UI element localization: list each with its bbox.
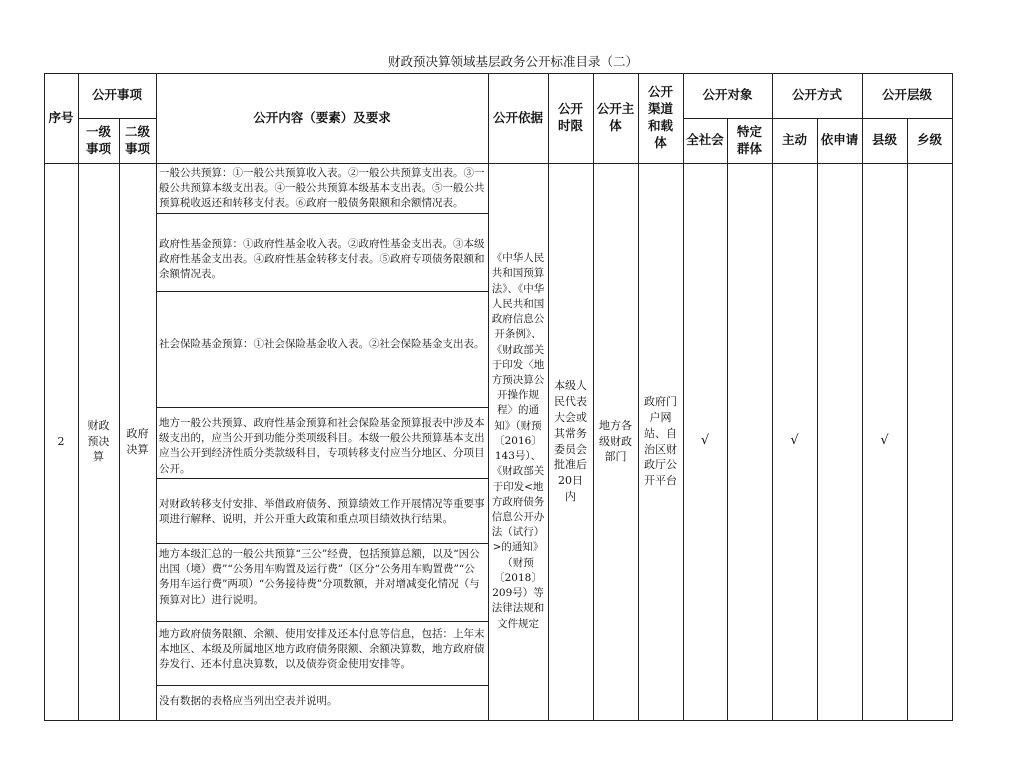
row-seq: 2	[57, 434, 65, 448]
check-on-request	[817, 163, 862, 720]
content-social-insurance-budget: 社会保险基金预算：①社会保险基金收入表。②社会保险基金支出表。	[159, 338, 485, 350]
header-time: 公开时限	[557, 101, 583, 133]
check-proactive: √	[790, 433, 799, 449]
row-subject: 地方各级财政部门	[599, 418, 632, 464]
header-level1: 一级事项	[85, 123, 111, 156]
row-level1: 财政预决算	[87, 418, 110, 464]
content-general-budget: 一般公共预算：①一般公共预算收入表。②一般公共预算支出表。③一般公共预算本级支出表。④一般公共预算本级基本支出表。⑤一般公共预算税收返还和转移支付表。⑥政府一般债务限额和余额情况表。	[159, 167, 485, 210]
content-government-debt: 地方政府债务限额、余额、使用安排及还本付息等信息，包括：上年末本地区、本级及所属地区地方政府债务限额、余额决算数，地方政府债券发行、还本付息决算数，以及债券资金使用安排等。	[159, 628, 485, 671]
row-channel: 政府门户网站、自治区财政厅公开平台	[644, 394, 677, 488]
header-content: 公开内容（要素）及要求	[253, 109, 391, 125]
check-county: √	[880, 433, 889, 449]
header-basis: 公开依据	[492, 109, 543, 125]
header-subject: 公开主体	[596, 101, 635, 133]
header-proactive: 主动	[781, 132, 807, 148]
row-basis: 《中华人民共和国预算法》、《中华人民共和国政府信息公开条例》、《财政部关于印发〈地方预决算公开操作规程〉的通知》（财预〔2016〕143号）、《财政部关于印发<地方政府债务信息公开办法（试行）>的通知》（财预〔2018〕209号）等法律法规和文件规定	[491, 252, 545, 630]
header-whole-society: 全社会	[686, 132, 724, 148]
header-specific-group: 特定群体	[736, 123, 762, 156]
row-level2: 政府决算	[126, 426, 149, 456]
header-seq: 序号	[48, 109, 74, 125]
header-on-request: 依申请	[820, 132, 859, 148]
check-township	[907, 163, 952, 720]
header-item: 公开事项	[91, 87, 142, 103]
row-time: 本级人民代表大会或其常务委员会批准后20日内	[554, 378, 587, 504]
content-fund-budget: 政府性基金预算：①政府性基金收入表。②政府性基金支出表。③本级政府性基金支出表。④政府性基金转移支付表。⑤政府专项债务限额和余额情况表。	[159, 238, 485, 281]
content-transfer-explanation: 对财政转移支付安排、举借政府债务、预算绩效工作开展情况等重要事项进行解释、说明，并公开重大政策和重点项目绩效执行结果。	[159, 498, 485, 526]
content-disclosure-detail: 地方一般公共预算、政府性基金预算和社会保险基金预算报表中涉及本级支出的，应当公开到功能分类项级科目。本级一般公共预算基本支出应当公开到经济性质分类款级科目，专项转移支付应当分地区、分项目公开。	[159, 417, 485, 475]
catalog-table	[44, 73, 953, 721]
header-channel: 公开渠道和载体	[647, 84, 673, 150]
check-specific-group	[727, 163, 772, 720]
header-level: 公开层级	[881, 87, 932, 103]
header-method: 公开方式	[791, 87, 842, 103]
header-county: 县级	[871, 132, 897, 148]
header-level2: 二级事项	[124, 123, 150, 156]
page-title: 财政预决算领域基层政务公开标准目录（二）	[387, 54, 638, 69]
header-township: 乡级	[916, 132, 942, 148]
content-empty-table-note: 没有数据的表格应当列出空表并说明。	[159, 695, 338, 707]
check-whole-society: √	[700, 433, 710, 449]
content-three-public-expenses: 地方本级汇总的一般公共预算“三公”经费，包括预算总额，以及“因公出国（境）费”“公务用车购置及运行费”（区分“公务用车购置费”“公务用车运行费”两项）“公务接待费”分项数额，并对增减变化情况（与预算对比）进行说明。	[159, 548, 480, 606]
header-audience: 公开对象	[702, 87, 753, 103]
